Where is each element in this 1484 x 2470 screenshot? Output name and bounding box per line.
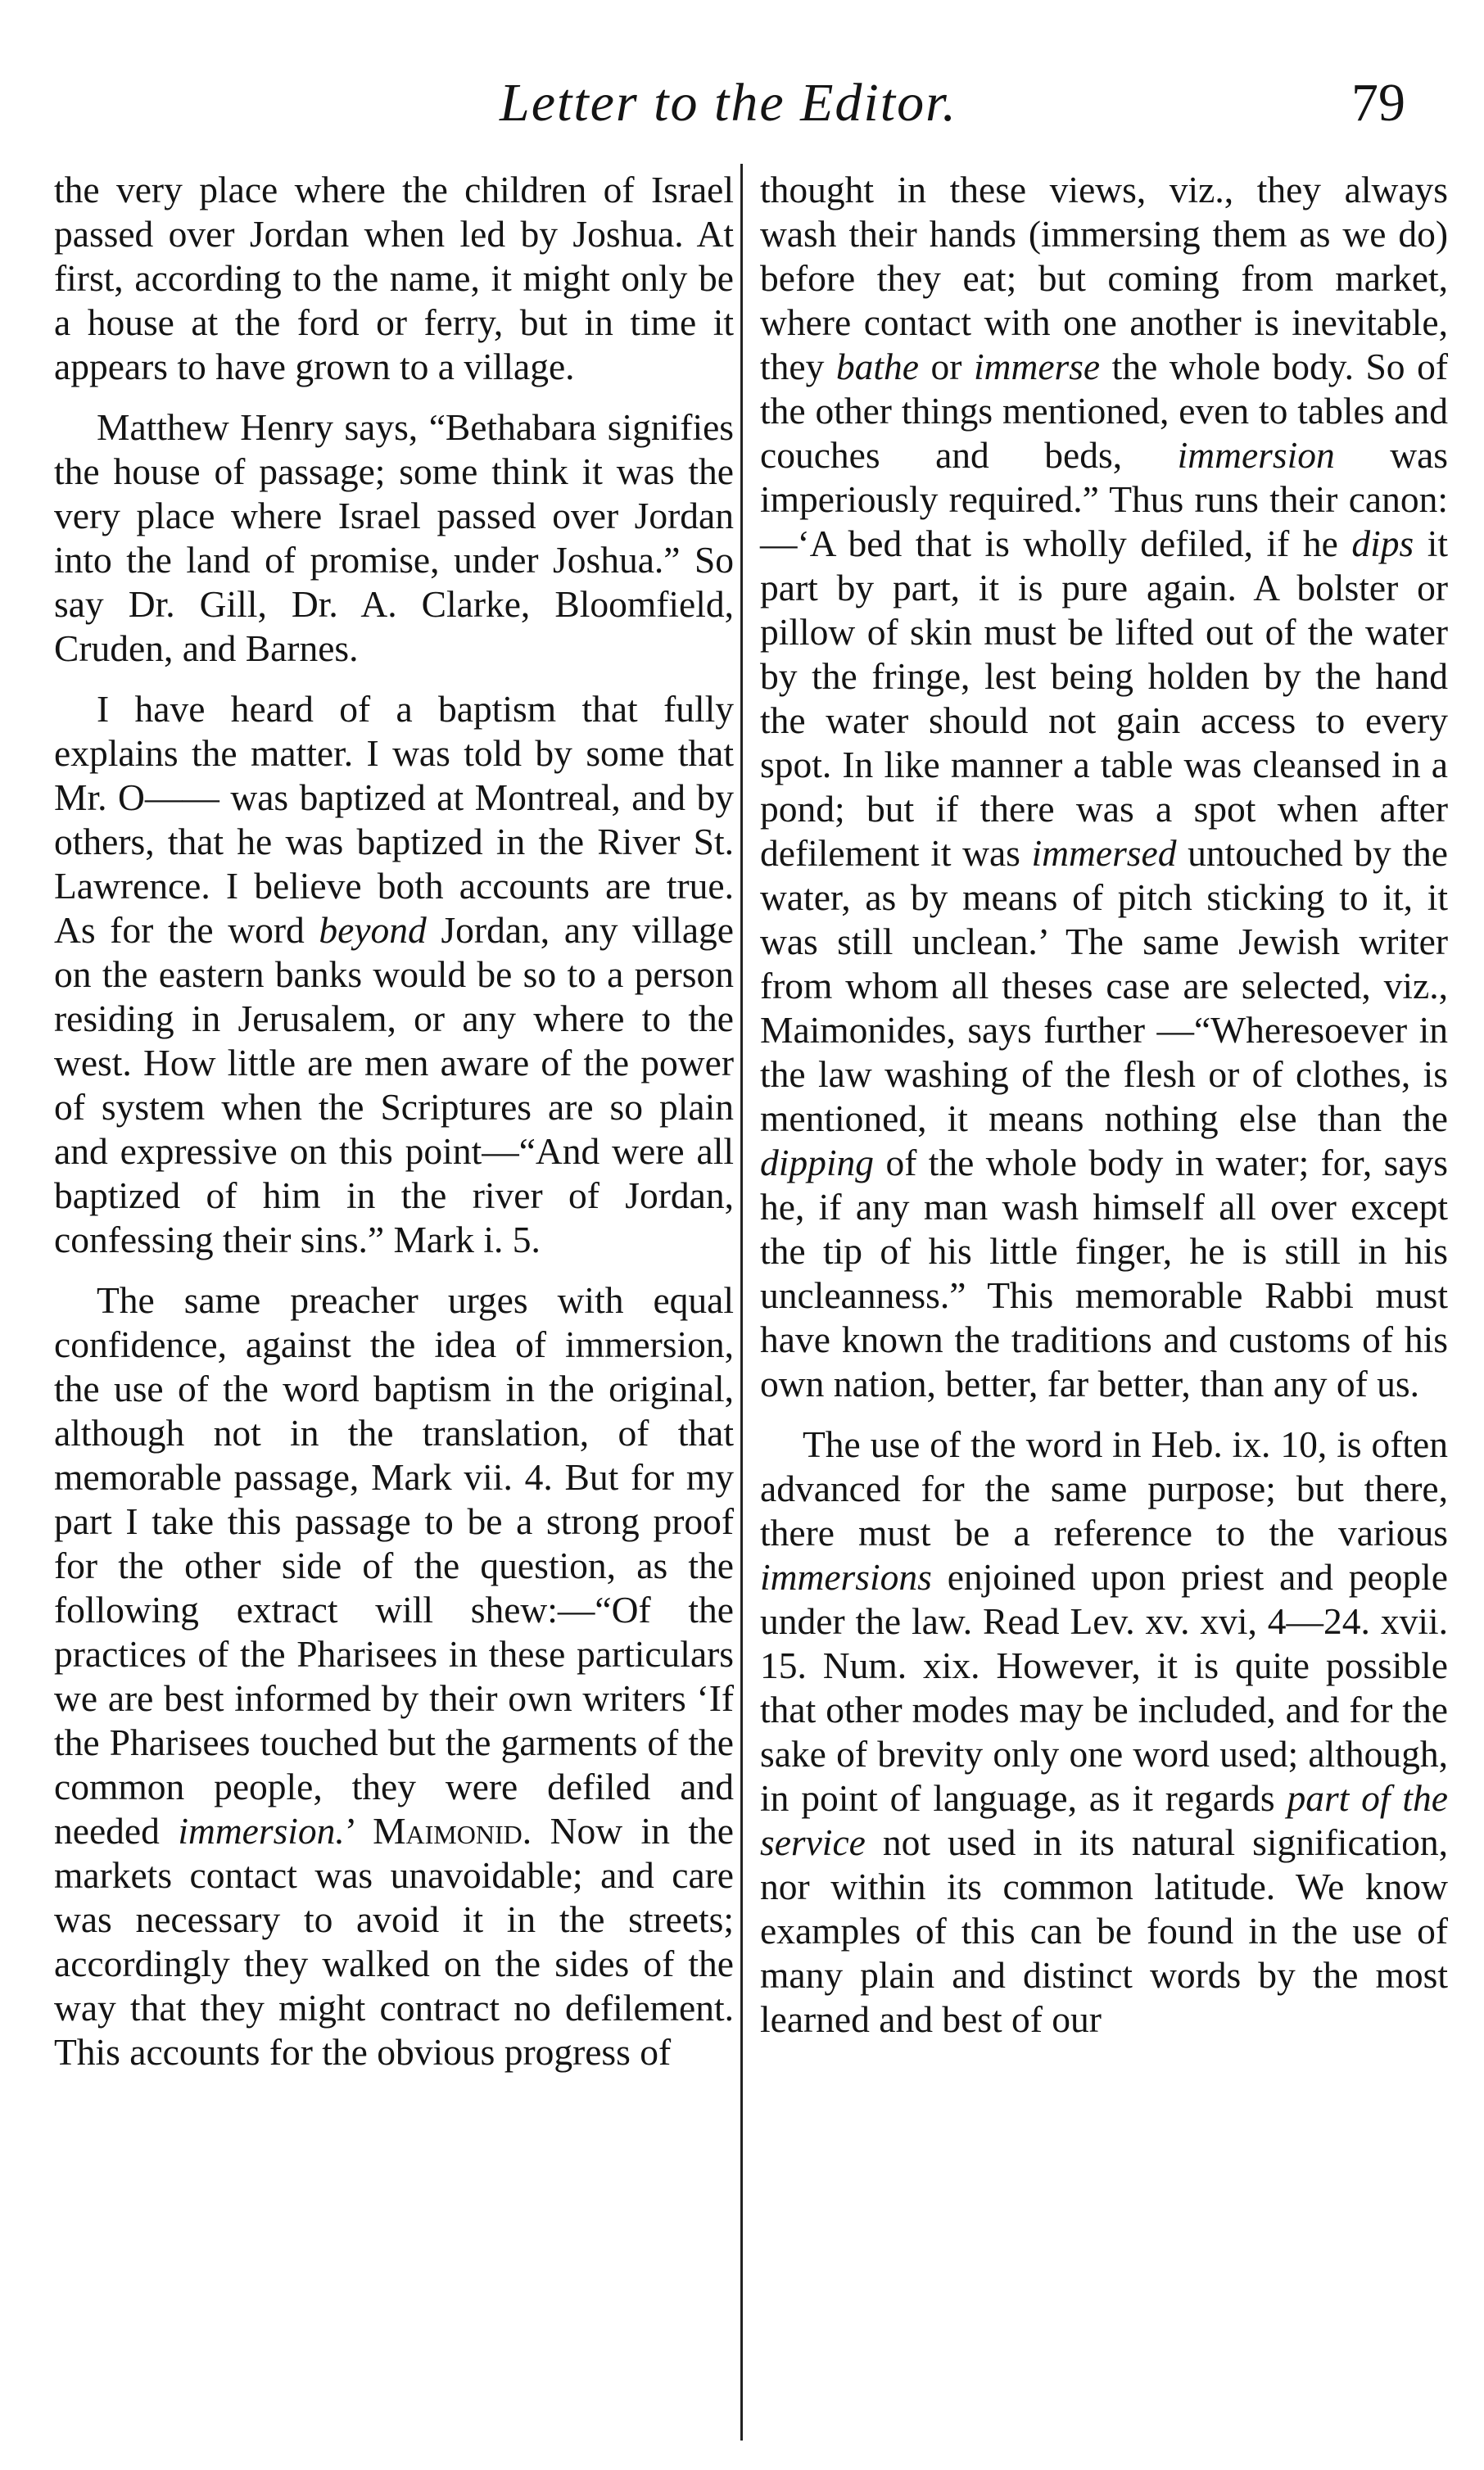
left-column: [54, 168, 734, 2091]
right-column: [760, 168, 1448, 2058]
paragraph: Matthew Henry says, “Bethabara signifies the house of passage; some think it was the very place where Israel passed over Jordan into the land of promise, under Joshua.” So say Dr. Gill, Dr. A. Clarke, Bloomfield, Cruden, and Barnes.: [54, 406, 734, 669]
running-title: Letter to the Editor.: [500, 73, 957, 133]
column-divider: [740, 164, 743, 2441]
paragraph: thought in these views, viz., they always wash their hands (immersing them as we do) before they eat; but coming from market, where contact with one another is inevitable, they bathe or immerse the whole body. So of the other things mentioned, even to tables and couches and beds, immersion was imperiously required.” Thus runs their canon:—‘A bed that is wholly defiled, if he dips it part by part, it is pure again. A bolster or pillow of skin must be lifted out of the water by the fringe, lest being holden by the hand the water should not gain access to every spot. In like manner a table was cleansed in a pond; but if there was a spot when after defilement it was immersed untouched by the water, as by means of pitch sticking to it, it was still unclean.’ The same Jewish writer from whom all theses case are selected, viz., Maimonides, says further —“Wheresoever in the law washing of the flesh or of clothes, is mentioned, it means nothing else than the dipping of the whole body in water; for, says he, if any man wash himself all over except the tip of his little finger, he is still in his uncleanness.” This memorable Rabbi must have known the traditions and customs of his own nation, better, far better, than any of us.: [760, 169, 1449, 1405]
paragraph: the very place where the children of Israel passed over Jordan when led by Joshua. At first, according to the name, it might only be a house at the ford or ferry, but in time it appears to have grown to a village.: [54, 169, 734, 387]
paragraph: The use of the word in Heb. ix. 10, is often advanced for the same purpose; but there, there must be a reference to the various immersions enjoined upon priest and people under the law. Read Lev. xv. xvi, 4—24. xvii. 15. Num. xix. However, it is quite possible that other modes may be included, and for the sake of brevity only one word used; although, in point of language, as it regards part of the service not used in its natural signification, nor within its common latitude. We know examples of this can be found in the use of many plain and distinct words by the most learned and best of our: [760, 1423, 1448, 2040]
page-number: 79: [1351, 73, 1405, 133]
page-header: [0, 72, 1484, 146]
paragraph: The same preacher urges with equal confidence, against the idea of immersion, the use of the word baptism in the original, although not in the translation, of that memorable passage, Mark vii. 4. But for my part I take this passage to be a strong proof for the other side of the question, as the following extract will shew:—“Of the practices of the Pharisees in these particulars we are best informed by their own writers ‘If the Pharisees touched but the garments of the common people, they were defiled and needed immersion.’ Maimonid. Now in the markets contact was unavoidable; and care was necessary to avoid it in the streets; accordingly they walked on the sides of the way that they might contract no defilement. This accounts for the obvious progress of: [54, 1279, 735, 2073]
paragraph: I have heard of a baptism that fully explains the matter. I was told by some that Mr. O—— was baptized at Montreal, and by others, that he was baptized in the River St. Lawrence. I believe both accounts are true. As for the word beyond Jordan, any village on the eastern banks would be so to a person residing in Jerusalem, or any where to the west. How little are men aware of the power of system when the Scriptures are so plain and expressive on this point—“And were all baptized of him in the river of Jordan, confessing their sins.” Mark i. 5.: [54, 688, 734, 1260]
